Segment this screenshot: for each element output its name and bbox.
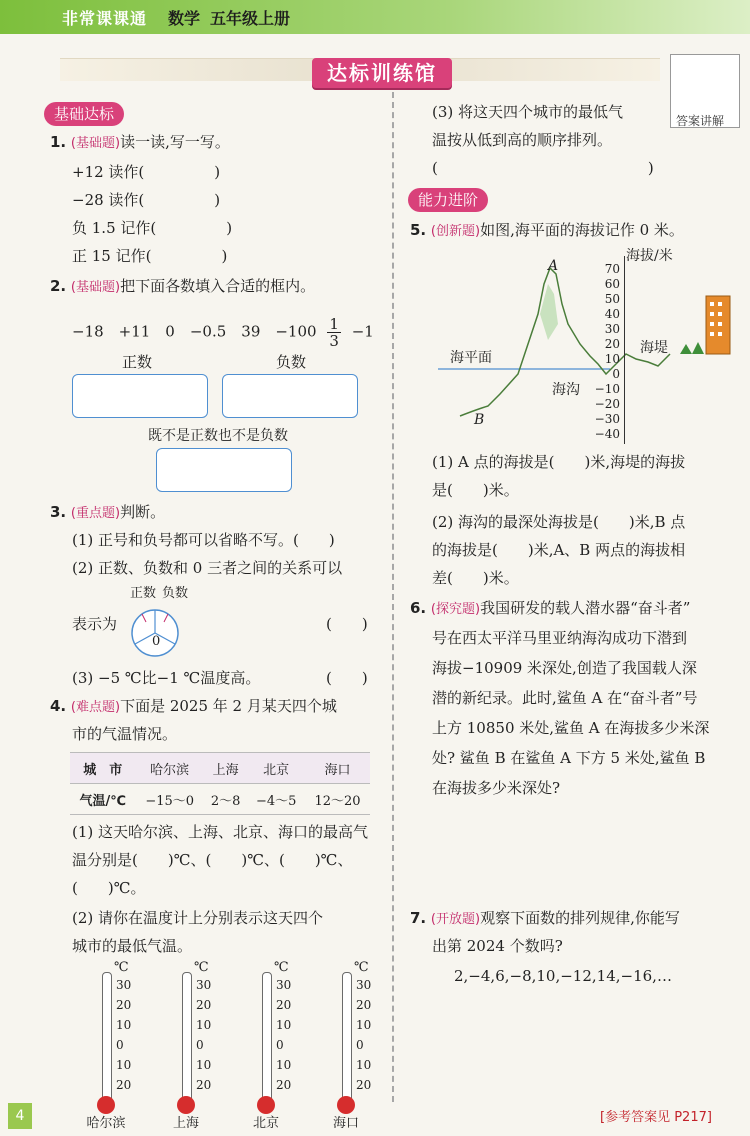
neither-label: 既不是正数也不是负数 <box>148 428 288 444</box>
altitude-tick: −40 <box>594 427 620 441</box>
q1-item-1: +12 读作( ) <box>72 163 221 181</box>
unit-label: ℃ <box>274 960 289 975</box>
q6-line-4: 潜的新纪录。此时,鲨鱼 A 在“奋斗者”号 <box>432 689 698 707</box>
q2-number: 2. <box>50 277 67 295</box>
q7-sequence: 2,−4,6,−8,10,−12,14,−16,… <box>454 967 672 985</box>
altitude-tick: −30 <box>594 412 620 426</box>
thermometer[interactable] <box>260 962 320 1112</box>
sea-level-label: 海平面 <box>450 350 492 366</box>
table-row <box>70 753 370 784</box>
q5-line: 5. (创新题)如图,海平面的海拔记作 0 米。 <box>410 221 684 239</box>
altitude-tick: 30 <box>604 322 620 336</box>
thermometer-tick: 0 <box>196 1038 204 1052</box>
q6-line-6: 处? 鲨鱼 B 在鲨鱼 A 下方 5 米处,鲨鱼 B <box>432 749 706 767</box>
q7-line2: 出第 2024 个数吗? <box>432 937 563 955</box>
thermometer-tick: 0 <box>276 1038 284 1052</box>
q1-number: 1. <box>50 133 67 151</box>
q1-text: 读一读,写一写。 <box>120 133 230 151</box>
q2-line <box>50 276 315 298</box>
q4-s3: (3) 将这天四个城市的最低气 <box>432 103 624 121</box>
positive-label: 正数 <box>122 353 153 371</box>
section-banner: 达标训练馆 <box>312 58 452 88</box>
q1-tag: (基础题) <box>70 136 121 151</box>
q6-line-3: 海拔−10909 米深处,创造了我国载人深 <box>432 659 697 677</box>
altitude-tick: 50 <box>604 292 620 306</box>
q1-item-3: 负 1.5 记作( ) <box>72 219 233 237</box>
thermometer-tick: 0 <box>116 1038 124 1052</box>
section-advanced: 能力进阶 <box>408 188 488 212</box>
thermometer-label: 哈尔滨 <box>86 1116 126 1131</box>
pie-positive-label: 正数 <box>130 586 157 601</box>
negative-label: 负数 <box>276 353 307 371</box>
q6-line-2: 号在西太平洋马里亚纳海沟成功下潜到 <box>432 629 688 647</box>
q6-line-5: 上方 10850 米处,鲨鱼 A 在海拔多少米深 <box>432 719 710 737</box>
thermometer-tick: 20 <box>196 998 212 1012</box>
altitude-tick: 0 <box>612 367 620 381</box>
q4-line2: 市的气温情况。 <box>72 725 178 743</box>
section-basic: 基础达标 <box>44 102 124 126</box>
thermometer-tick: 10 <box>196 1058 212 1072</box>
thermometer-tick: 10 <box>116 1058 132 1072</box>
axis-title: 海拔/米 <box>626 248 673 264</box>
q4-s2b: 城市的最低气温。 <box>72 937 193 955</box>
q4-s3b: 温按从低到高的顺序排列。 <box>432 131 613 149</box>
q1-line <box>50 132 230 154</box>
point-b-label: B <box>474 412 485 428</box>
q2-numbers: −18 +11 0 −0.5 39 −100 $\frac{1}{3}$ −1 <box>72 315 374 350</box>
thermometer-tick: 20 <box>356 998 372 1012</box>
page-number: 4 <box>8 1103 32 1129</box>
q3-line: 3. (重点题)判断。 <box>50 503 166 521</box>
thermometer-tick: 20 <box>116 1078 132 1092</box>
dike-label: 海堤 <box>640 340 668 356</box>
q3-s2b: 表示为 <box>72 615 118 633</box>
trench-label: 海沟 <box>552 382 580 398</box>
thermometer[interactable] <box>100 962 160 1112</box>
thermometer-tick: 20 <box>276 998 292 1012</box>
q4-s1c: ( )℃。 <box>72 879 146 897</box>
table-cell: −15～0 <box>136 784 204 815</box>
q3-s2-paren: ( ) <box>326 615 368 633</box>
positive-box[interactable] <box>72 374 208 418</box>
q5-s2c: 差( )米。 <box>432 569 519 587</box>
thermometer-tick: 30 <box>116 978 132 992</box>
thermometer-tick: 10 <box>116 1018 132 1032</box>
unit-label: ℃ <box>194 960 209 975</box>
thermometer-tick: 20 <box>116 998 132 1012</box>
neither-box[interactable] <box>156 448 292 492</box>
altitude-ticks <box>580 262 620 442</box>
fraction-denominator: 3 <box>329 332 339 350</box>
q5-s1: (1) A 点的海拔是( )米,海堤的海拔 <box>432 453 686 471</box>
q2-tag: (基础题) <box>70 280 121 295</box>
table-cell: 2～8 <box>204 784 248 815</box>
thermometer-tick: 10 <box>276 1058 292 1072</box>
altitude-tick: 60 <box>604 277 620 291</box>
altitude-tick: 10 <box>604 352 620 366</box>
temperature-table <box>70 752 370 815</box>
altitude-axis-line <box>624 256 625 444</box>
q4-s1b: 温分别是( )℃、( )℃、( )℃、 <box>72 851 353 869</box>
column-divider <box>392 92 394 1102</box>
q7-line: 7. (开放题)观察下面数的排列规律,你能写 <box>410 909 680 927</box>
altitude-tick: 40 <box>604 307 620 321</box>
unit-label: ℃ <box>114 960 129 975</box>
table-cell: 哈尔滨 <box>136 753 204 784</box>
q1-item-4: 正 15 记作( ) <box>72 247 228 265</box>
q3-s2: (2) 正数、负数和 0 三者之间的关系可以 <box>72 559 343 577</box>
q4-line: 4. (难点题)下面是 2025 年 2 月某天四个城 <box>50 697 337 715</box>
table-row <box>70 784 370 815</box>
thermometer-tick: 10 <box>276 1018 292 1032</box>
altitude-tick: −10 <box>594 382 620 396</box>
thermometer-tick: 20 <box>356 1078 372 1092</box>
table-cell: 上海 <box>204 753 248 784</box>
fraction-numerator: 1 <box>329 315 339 333</box>
thermometer[interactable] <box>340 962 400 1112</box>
thermometer-tube <box>262 972 272 1104</box>
thermometer-tick: 10 <box>196 1018 212 1032</box>
q3-s3-paren: ( ) <box>326 669 368 687</box>
thermometer-tube <box>342 972 352 1104</box>
thermometers <box>70 960 390 1131</box>
answer-explain-label: 答案讲解 <box>676 114 725 128</box>
subject-label: 数学 <box>168 9 201 28</box>
q6-line-7: 在海拔多少米深处? <box>432 779 561 797</box>
q1-item-2: −28 读作( ) <box>72 191 221 209</box>
q5-s2: (2) 海沟的最深处海拔是( )米,B 点 <box>432 513 686 531</box>
altitude-tick: 20 <box>604 337 620 351</box>
thermometer-label: 北京 <box>252 1116 279 1131</box>
thermometer-tube <box>102 972 112 1104</box>
thermometer[interactable] <box>180 962 240 1112</box>
thermometer-tick: 30 <box>196 978 212 992</box>
q4-s2: (2) 请你在温度计上分别表示这天四个 <box>72 909 324 927</box>
thermometer-tick: 20 <box>196 1078 212 1092</box>
thermometer-tick: 20 <box>276 1078 292 1092</box>
table-cell: 北京 <box>247 753 305 784</box>
q4-s3c: ( ) <box>432 159 654 177</box>
point-a-label: A <box>548 258 559 274</box>
pie-zero-label: 0 <box>152 634 161 649</box>
thermometer-tick: 30 <box>356 978 372 992</box>
q4-s1: (1) 这天哈尔滨、上海、北京、海口的最高气 <box>72 823 369 841</box>
q5-s2b: 的海拔是( )米,A、B 两点的海拔相 <box>432 541 686 559</box>
thermometer-label: 海口 <box>332 1116 359 1131</box>
table-cell: 海口 <box>305 753 370 784</box>
altitude-tick: 70 <box>604 262 620 276</box>
q6-line: 6. (探究题)我国研发的载人潜水器“奋斗者” <box>410 599 691 617</box>
thermometer-tick: 10 <box>356 1058 372 1072</box>
thermometer-tube <box>182 972 192 1104</box>
q2-text: 把下面各数填入合适的框内。 <box>120 277 316 295</box>
table-header-city: 城 市 <box>70 753 136 784</box>
series-title: 非常课课通 <box>62 9 148 28</box>
thermometer-tick: 10 <box>356 1018 372 1032</box>
table-cell: 12～20 <box>305 784 370 815</box>
q3-s3: (3) −5 ℃比−1 ℃温度高。 <box>72 669 261 687</box>
dike-building <box>680 296 730 354</box>
grade-label: 五年级上册 <box>210 9 291 28</box>
thermometer-tick: 0 <box>356 1038 364 1052</box>
pie-negative-label: 负数 <box>162 586 189 601</box>
q3-s1: (1) 正号和负号都可以省略不写。( ) <box>72 531 335 549</box>
altitude-tick: −20 <box>594 397 620 411</box>
table-header-temp: 气温/℃ <box>70 784 136 815</box>
thermometer-tick: 30 <box>276 978 292 992</box>
table-cell: −4～5 <box>247 784 305 815</box>
unit-label: ℃ <box>354 960 369 975</box>
thermometer-label: 上海 <box>172 1116 199 1131</box>
q5-s1b: 是( )米。 <box>432 481 519 499</box>
answer-reference: [参考答案见 P217] <box>600 1110 712 1125</box>
negative-box[interactable] <box>222 374 358 418</box>
